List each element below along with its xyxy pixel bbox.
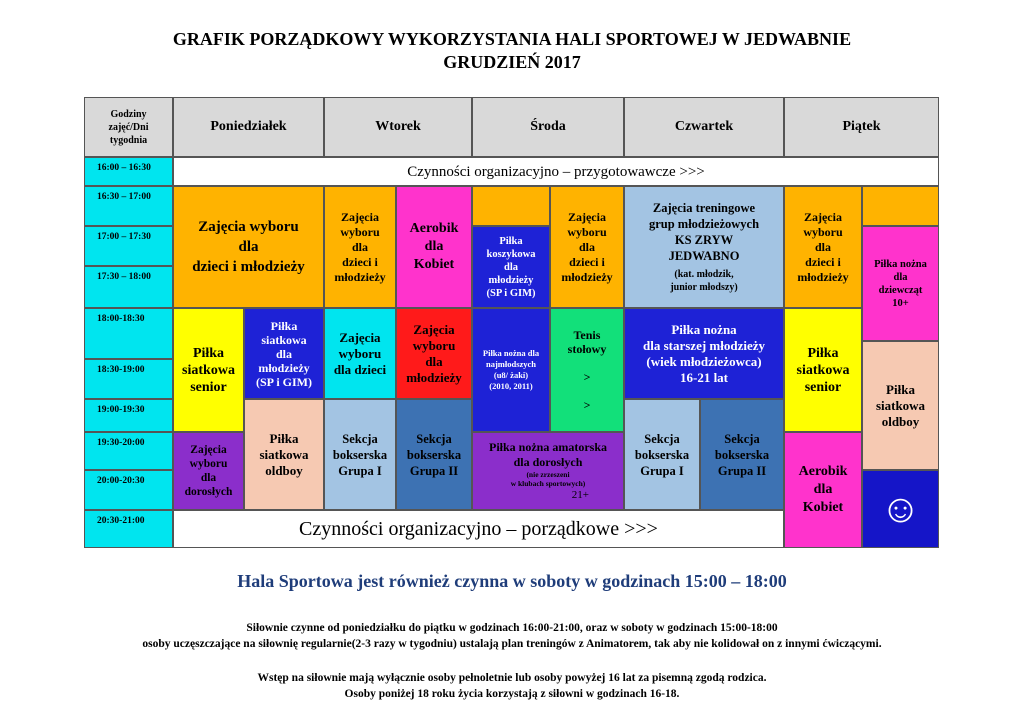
activity-tue-boks2: Sekcja bokserska Grupa II: [396, 399, 472, 510]
amatorska-note: (nie zrzeszeni w klubach sportowych): [510, 470, 586, 488]
footer-line: Siłownie czynne od poniedziałku do piątku w godzinach 16:00-21:00, oraz w soboty w godzinach 15:00-18:00: [246, 622, 778, 634]
activity-tue-aerobik: Aerobik dla Kobiet: [396, 186, 472, 308]
time-slot: 19:00-19:30: [84, 399, 173, 432]
activity-mon-wyboru: Zajęcia wyboru dla dzieci i młodzieży: [173, 186, 324, 308]
page-subtitle: GRUDZIEŃ 2017: [443, 52, 581, 72]
time-slot: 17:00 – 17:30: [84, 226, 173, 266]
footer-line: osoby uczęszczające na siłownię regularnie(2-3 razy w tygodniu) ustalają plan treningów z Animatorem, tak aby nie kolidował on z innymi ćwiczącymi.: [142, 638, 882, 650]
time-slot: 18:00-18:30: [84, 308, 173, 359]
activity-wed-amatorska: [472, 432, 624, 510]
activity-tue-boks1: Sekcja bokserska Grupa I: [324, 399, 396, 510]
page-title: GRAFIK PORZĄDKOWY WYKORZYSTANIA HALI SPORTOWEJ W JEDWABNIE: [172, 29, 852, 49]
activity-tue-wyboru-mlodziez: Zajęcia wyboru dla młodzieży: [396, 308, 472, 399]
activity-fri-siatkowa-senior: Piłka siatkowa senior: [784, 308, 862, 432]
day-header-tuesday: Wtorek: [324, 97, 472, 157]
activity-thu-trening: [624, 186, 784, 308]
activity-tue-wyboru: Zajęcia wyboru dla dzieci i młodzieży: [324, 186, 396, 308]
time-slot: 16:00 – 16:30: [84, 157, 173, 186]
activity-thu-boks2: Sekcja bokserska Grupa II: [700, 399, 784, 510]
activity-wed-koszykowa: Piłka koszykowa dla młodzieży (SP i GIM): [472, 226, 550, 308]
activity-thu-boks1: Sekcja bokserska Grupa I: [624, 399, 700, 510]
activity-wed-nozna-najmlodsi: Piłka nożna dla najmłodszych (u8/ żaki) (2010, 2011): [472, 308, 550, 432]
activity-fri-aerobik: Aerobik dla Kobiet: [784, 432, 862, 548]
activity-mon-doroslych: Zajęcia wyboru dla dorosłych: [173, 432, 244, 510]
footer-line: Osoby poniżej 18 roku życia korzystają z siłowni w godzinach 16-18.: [344, 688, 680, 700]
trening-category: (kat. młodzik, junior młodszy): [670, 269, 738, 293]
saturday-note: Hala Sportowa jest również czynna w soboty w godzinach 15:00 – 18:00: [237, 571, 787, 591]
activity-thu-nozna-starsza: Piłka nożna dla starszej młodzieży (wiek młodzieżowca) 16-21 lat: [624, 308, 784, 399]
trening-title: Zajęcia treningowe grup młodzieżowych KS ZRYW JEDWABNO: [648, 201, 760, 263]
day-header-friday: Piątek: [784, 97, 939, 157]
time-slot: 17:30 – 18:00: [84, 266, 173, 308]
activity-mon-siatkowa-senior: Piłka siatkowa senior: [173, 308, 244, 432]
day-header-thursday: Czwartek: [624, 97, 784, 157]
slot-wed-empty: [472, 186, 550, 226]
smiley-icon: ☺: [862, 470, 939, 548]
activity-mon-siatkowa-mlodziez: Piłka siatkowa dla młodzieży (SP i GIM): [244, 308, 324, 399]
time-slot: 18:30-19:00: [84, 359, 173, 399]
day-header-monday: Poniedziałek: [173, 97, 324, 157]
time-slot: 19:30-20:00: [84, 432, 173, 470]
activity-fri-dziewczat: Piłka nożna dla dziewcząt 10+: [862, 226, 939, 341]
slot-fri-empty: [862, 186, 939, 226]
activity-wed-wyboru: Zajęcia wyboru dla dzieci i młodzieży: [550, 186, 624, 308]
activity-fri-wyboru: Zajęcia wyboru dla dzieci i młodzieży: [784, 186, 862, 308]
amatorska-title: Piłka nożna amatorska dla dorosłych: [488, 440, 607, 469]
activity-fri-siatkowa-oldboy: Piłka siatkowa oldboy: [862, 341, 939, 470]
org-end-banner: Czynności organizacyjno – porządkowe >>>: [173, 510, 784, 548]
activity-wed-tenis: Tenis stołowy > >: [550, 308, 624, 432]
time-slot: 20:00-20:30: [84, 470, 173, 510]
hours-header: Godziny zajęć/Dni tygodnia: [84, 97, 173, 157]
day-header-wednesday: Środa: [472, 97, 624, 157]
time-slot: 20:30-21:00: [84, 510, 173, 548]
activity-mon-oldboy: Piłka siatkowa oldboy: [244, 399, 324, 510]
time-slot: 16:30 – 17:00: [84, 186, 173, 226]
footer-line: Wstęp na siłownie mają wyłącznie osoby pełnoletnie lub osoby powyżej 16 lat za pisemną zgodą rodzica.: [257, 672, 767, 684]
amatorska-age: 21+: [571, 489, 589, 501]
activity-tue-wyboru-dzieci: Zajęcia wyboru dla dzieci: [324, 308, 396, 399]
org-prep-banner: Czynności organizacyjno – przygotowawcze >>>: [173, 157, 939, 186]
